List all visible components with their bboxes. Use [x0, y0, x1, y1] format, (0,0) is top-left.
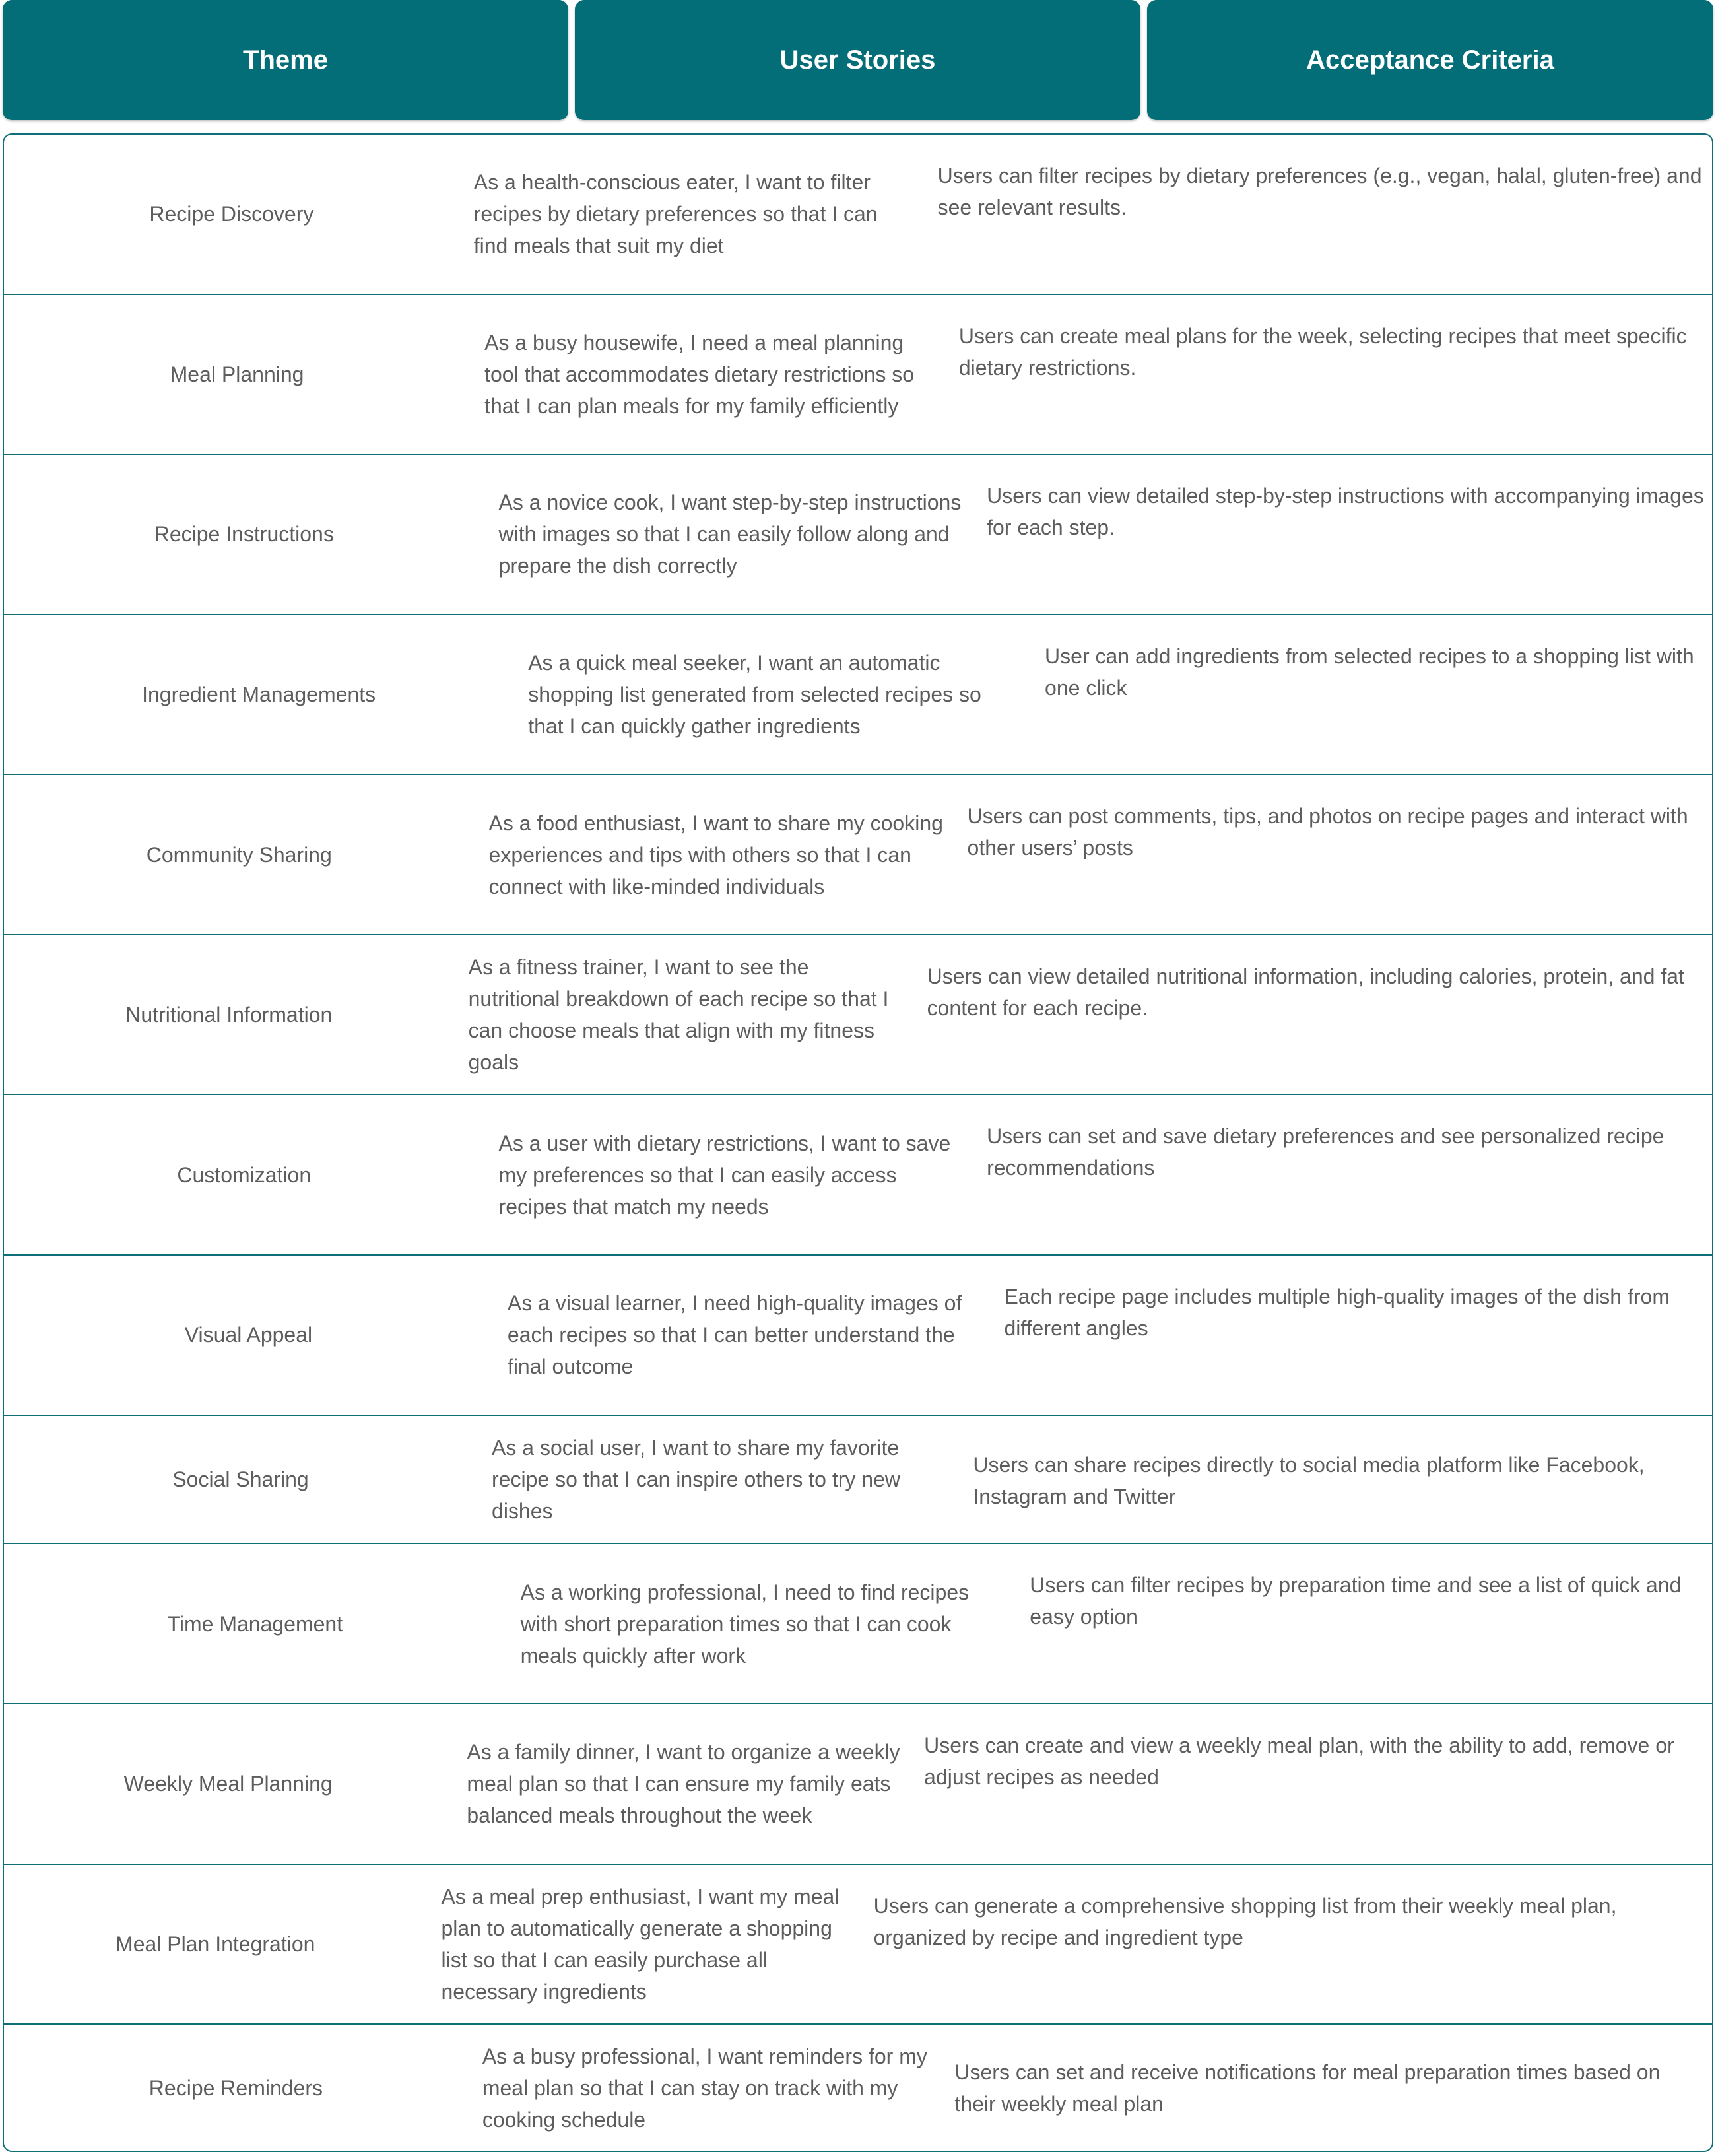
criteria-cell	[971, 455, 1712, 614]
criteria-text: Users can create meal plans for the week, selecting recipes that meet specific dietary restrictions.	[958, 323, 1687, 380]
criteria-cell	[971, 1095, 1712, 1254]
criteria-cell	[858, 1865, 1712, 2024]
table-body	[3, 133, 1713, 2152]
criteria-text: Users can set and receive notifications for meal preparation times based on their weekly meal plan	[954, 2060, 1661, 2116]
theme-cell: Nutritional Information	[125, 1003, 333, 1027]
story-cell: As a novice cook, I want step-by-step instructions with images so that I can easily follow along and prepare the dish correctly	[498, 490, 962, 578]
criteria-cell	[952, 775, 1712, 934]
table-row	[4, 455, 1712, 615]
header-user-stories: User Stories	[575, 0, 1140, 120]
story-cell: As a user with dietary restrictions, I want to save my preferences so that I can easily access recipes that match my needs	[498, 1131, 951, 1219]
criteria-cell	[943, 295, 1712, 454]
criteria-text: Users can generate a comprehensive shopping list from their weekly meal plan, organized by recipe and ingredient type	[873, 1893, 1617, 1949]
criteria-text: Each recipe page includes multiple high-quality images of the dish from different angles	[1004, 1285, 1670, 1341]
theme-cell: Weekly Meal Planning	[123, 1772, 333, 1796]
story-cell: As a visual learner, I need high-quality images of each recipes so that I can better understand the final outcome	[507, 1291, 962, 1379]
story-cell: As a health-conscious eater, I want to filter recipes by dietary preferences so that I can find meals that suit my diet	[473, 170, 878, 258]
criteria-text: Users can create and view a weekly meal plan, with the ability to add, remove or adjust recipes as needed	[924, 1734, 1674, 1790]
header-theme: Theme	[3, 0, 568, 120]
theme-cell: Recipe Reminders	[148, 2075, 323, 2100]
table-row	[4, 1704, 1712, 1865]
criteria-text: Users can view detailed step-by-step instructions with accompanying images for each step.	[987, 484, 1704, 540]
story-cell: As a busy housewife, I need a meal planning tool that accommodates dietary restrictions so that I can plan meals for my family efficiently	[484, 330, 915, 418]
theme-cell: Community Sharing	[146, 842, 332, 867]
theme-cell: Recipe Instructions	[154, 522, 334, 547]
criteria-text: Users can filter recipes by dietary preferences (e.g., vegan, halal, gluten-free) and see relevant results.	[937, 164, 1702, 219]
criteria-cell	[988, 1256, 1712, 1415]
criteria-cell	[922, 135, 1712, 294]
story-cell: As a family dinner, I want to organize a weekly meal plan so that I can ensure my family eats balanced meals throughout the week	[467, 1740, 900, 1828]
theme-cell: Recipe Discovery	[149, 202, 314, 226]
criteria-cell	[939, 2025, 1712, 2151]
story-cell: As a working professional, I need to find recipes with short preparation times so that I can cook meals quickly after work	[520, 1580, 970, 1668]
table-row	[4, 1095, 1712, 1256]
theme-cell: Social Sharing	[172, 1467, 309, 1492]
table-row	[4, 1544, 1712, 1704]
criteria-text: User can add ingredients from selected recipes to a shopping list with one click	[1045, 644, 1694, 700]
table-row	[4, 1256, 1712, 1416]
table-row	[4, 935, 1712, 1096]
criteria-text: Users can share recipes directly to social media platform like Facebook, Instagram and Twitter	[973, 1452, 1645, 1508]
theme-cell: Meal Plan Integration	[116, 1932, 315, 1956]
theme-cell: Visual Appeal	[184, 1323, 313, 1347]
table-row	[4, 615, 1712, 776]
story-cell: As a food enthusiast, I want to share my cooking experiences and tips with others so that I can connect with like-minded individuals	[488, 811, 943, 898]
criteria-text: Users can post comments, tips, and photos on recipe pages and interact with other users’ posts	[967, 804, 1688, 860]
theme-cell: Meal Planning	[170, 362, 304, 386]
criteria-cell	[911, 935, 1712, 1095]
header-acceptance-criteria: Acceptance Criteria	[1147, 0, 1713, 120]
theme-cell: Time Management	[167, 1611, 343, 1636]
criteria-cell	[1029, 615, 1712, 774]
criteria-text: Users can view detailed nutritional information, including calories, protein, and fat content for each recipe.	[927, 964, 1684, 1020]
criteria-text: Users can filter recipes by preparation time and see a list of quick and easy option	[1030, 1573, 1682, 1629]
table-row	[4, 1865, 1712, 2025]
story-cell: As a fitness trainer, I want to see the nutritional breakdown of each recipe so that I can choose meals that align with my fitness goals	[468, 955, 889, 1075]
table-row	[4, 135, 1712, 295]
story-cell: As a quick meal seeker, I want an automatic shopping list generated from selected recipes so that I can quickly gather ingredients	[528, 651, 981, 739]
story-cell: As a meal prep enthusiast, I want my meal plan to automatically generate a shopping list so that I can easily purchase all necessary ingredients	[441, 1884, 840, 2004]
criteria-cell	[1014, 1544, 1712, 1703]
table-row	[4, 775, 1712, 935]
story-cell: As a social user, I want to share my favorite recipe so that I can inspire others to try new dishes	[492, 1436, 900, 1524]
criteria-cell	[957, 1416, 1712, 1543]
table-row	[4, 1416, 1712, 1545]
story-cell: As a busy professional, I want reminders for my meal plan so that I can stay on track with my cooking schedule	[482, 2044, 927, 2132]
table-row	[4, 2025, 1712, 2151]
theme-cell: Customization	[177, 1162, 312, 1187]
theme-cell: Ingredient Managements	[142, 683, 376, 707]
criteria-cell	[908, 1704, 1712, 1864]
table-header	[3, 0, 1713, 120]
criteria-text: Users can set and save dietary preferences and see personalized recipe recommendations	[987, 1124, 1665, 1180]
table-row	[4, 295, 1712, 455]
